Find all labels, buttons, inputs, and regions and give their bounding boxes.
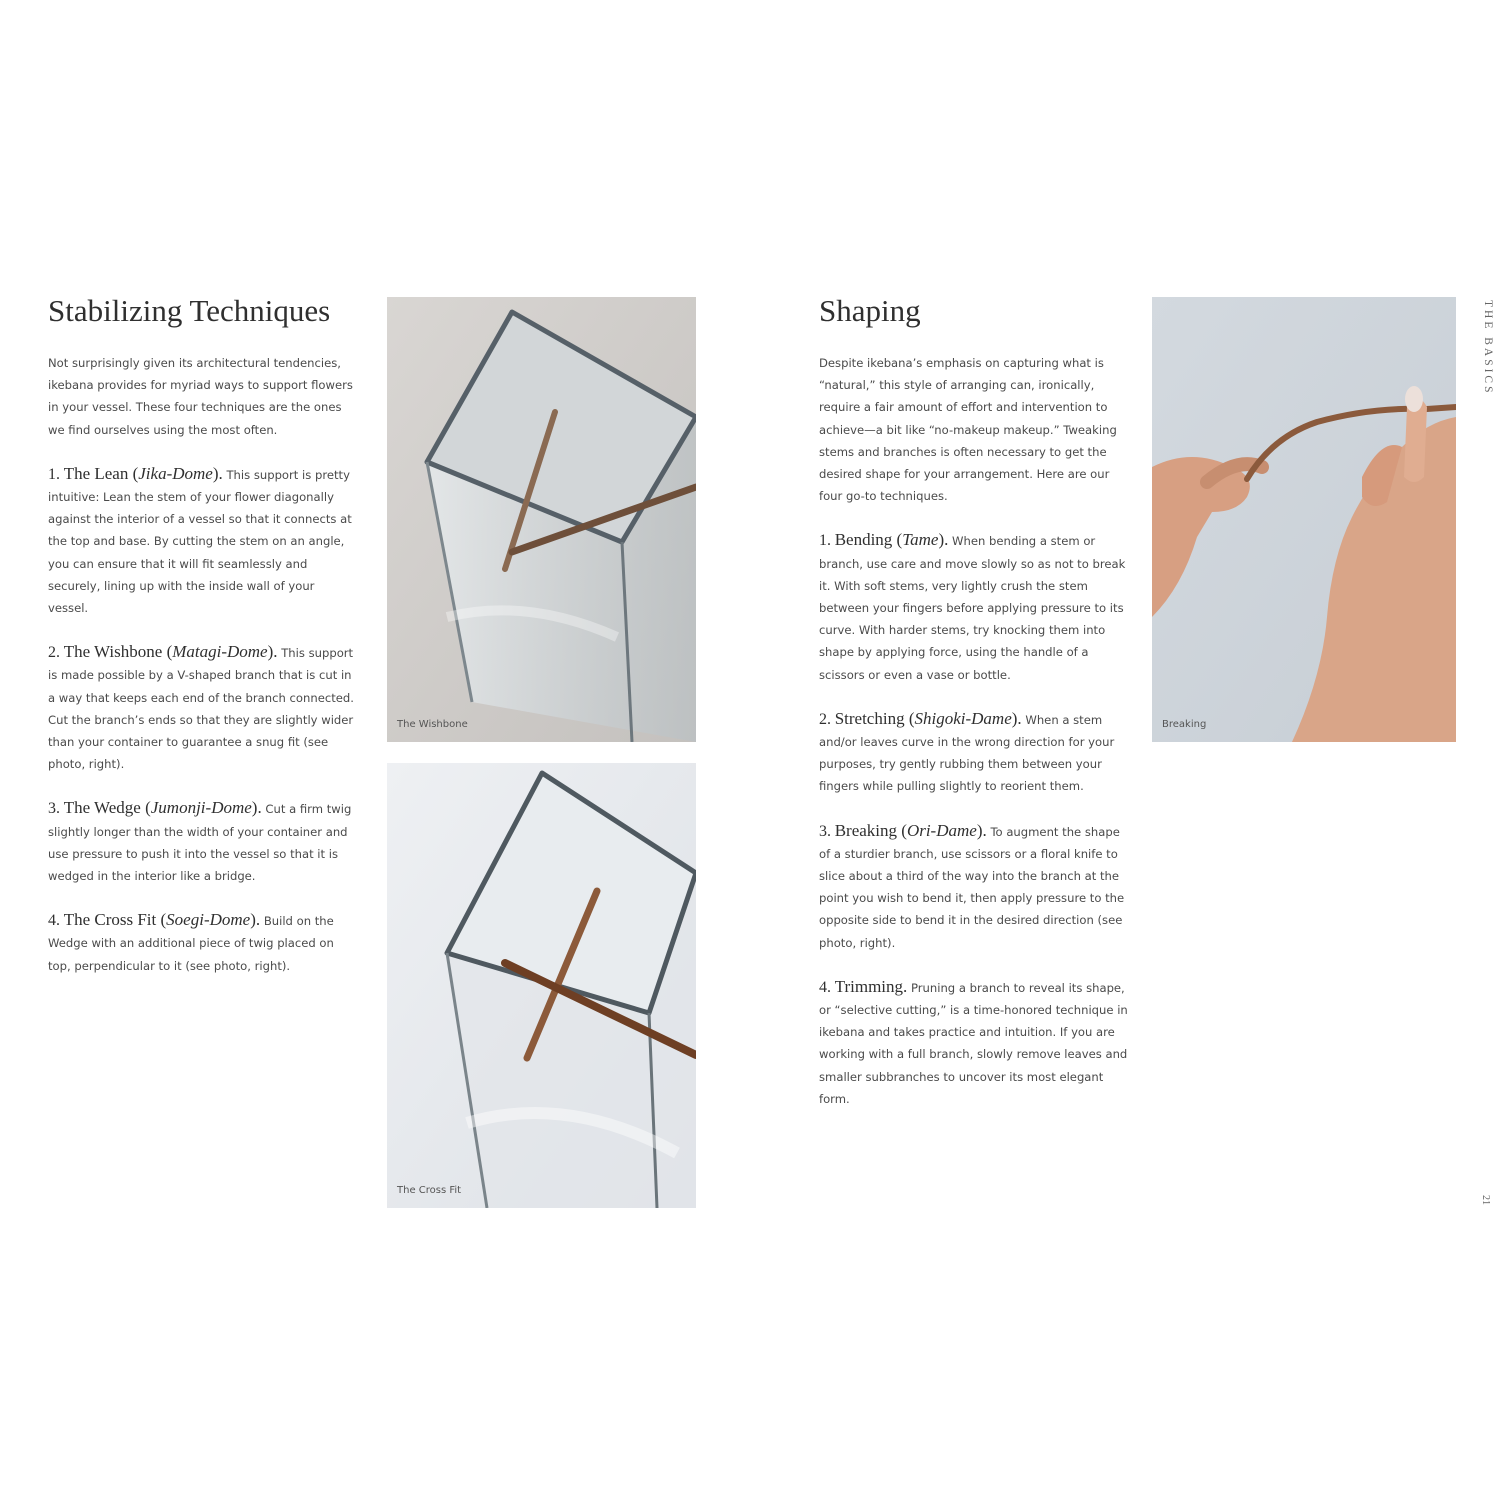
caption-crossfit: The Cross Fit bbox=[397, 1185, 462, 1196]
item-number: 3. bbox=[819, 822, 831, 840]
running-head: THE BASICS bbox=[1482, 300, 1494, 396]
technique-name: The Lean (Jika-Dome). bbox=[63, 463, 223, 483]
technique-name: The Cross Fit (Soegi-Dome). bbox=[63, 910, 261, 930]
technique-item bbox=[48, 463, 358, 619]
technique-text: To augment the shape of a sturdier branch, use scissors or a floral knife to slice about a third of the way into the branch at the point you wish to bend it, then apply pressure to the opposite side to bend it in the desired direction (see photo, right). bbox=[819, 824, 1125, 950]
technique-text: Pruning a branch to reveal its shape, or “selective cutting,” is a time-honored technique in ikebana and takes practice and intuition. If you are working with a full branch, slowly remove leaves and smaller subbranches to uncover its most elegant form. bbox=[819, 980, 1128, 1106]
technique-name: Breaking (Ori-Dame). bbox=[834, 820, 987, 840]
page-number: 21 bbox=[1480, 1195, 1491, 1205]
caption-breaking: Breaking bbox=[1162, 719, 1207, 730]
wishbone-illustration bbox=[387, 297, 696, 742]
technique-name: Bending (Tame). bbox=[834, 530, 949, 550]
technique-item bbox=[819, 820, 1129, 954]
technique-item bbox=[48, 797, 358, 887]
intro-paragraph: Not surprisingly given its architectural tendencies, ikebana provides for myriad ways to support flowers in your vessel. These four techniques are the ones we find ourselves using the most often. bbox=[48, 356, 353, 437]
crossfit-illustration bbox=[387, 763, 696, 1208]
photo-crossfit bbox=[387, 763, 696, 1208]
technique-text: Cut a firm twig slightly longer than the width of your container and use pressure to push it into the vessel so that it is wedged in the interior like a bridge. bbox=[48, 802, 352, 884]
technique-item bbox=[819, 708, 1129, 798]
technique-text: This support is pretty intuitive: Lean the stem of your flower diagonally against the interior of a vessel so that it connects at the top and base. By cutting the stem on an angle, you can ensure that it will fit seamlessly and securely, lining up with the inside wall of your vessel. bbox=[48, 467, 352, 616]
technique-text: When bending a stem or branch, use care and move slowly so as not to break it. With soft stems, very lightly crush the stem between your fingers before applying pressure to its curve. With harder stems, try knocking them into shape by applying force, using the handle of a scissors or even a vase or bottle. bbox=[819, 534, 1126, 682]
photo-wishbone bbox=[387, 297, 696, 742]
left-column bbox=[48, 290, 358, 999]
item-number: 1. bbox=[819, 532, 831, 550]
item-number: 1. bbox=[48, 465, 60, 483]
photo-breaking bbox=[1152, 297, 1456, 742]
technique-item bbox=[48, 641, 358, 775]
technique-item bbox=[819, 529, 1129, 685]
section-title-shaping: Shaping bbox=[819, 293, 921, 328]
caption-wishbone: The Wishbone bbox=[397, 719, 468, 730]
technique-name: The Wedge (Jumonji-Dome). bbox=[63, 798, 262, 818]
item-number: 2. bbox=[819, 710, 831, 728]
technique-name: Trimming. bbox=[834, 976, 908, 996]
technique-item bbox=[819, 976, 1129, 1110]
technique-name: The Wishbone (Matagi-Dome). bbox=[63, 642, 278, 662]
item-number: 4. bbox=[819, 978, 831, 996]
section-title-stabilizing: Stabilizing Techniques bbox=[48, 293, 331, 328]
item-number: 3. bbox=[48, 800, 60, 818]
intro-paragraph: Despite ikebana’s emphasis on capturing what is “natural,” this style of arranging can, ironically, require a fair amount of effort and intervention to achieve—a bit like “no-makeup makeup.” Tweaking stems and branches is often necessary to get the desired shape for your arrangement. Here are our four go-to techniques. bbox=[819, 356, 1117, 504]
item-number: 4. bbox=[48, 912, 60, 930]
technique-text: This support is made possible by a V-shaped branch that is cut in a way that keeps each end of the branch connected. Cut the branch’s ends so that they are slightly wider than your container to guarantee a snug fit (see photo, right). bbox=[48, 646, 354, 772]
technique-item bbox=[48, 909, 358, 977]
technique-text: When a stem and/or leaves curve in the wrong direction for your purposes, try gently rubbing them between your fingers while pulling slightly to reorient them. bbox=[819, 712, 1115, 794]
item-number: 2. bbox=[48, 644, 60, 662]
breaking-illustration bbox=[1152, 297, 1456, 742]
right-column bbox=[819, 290, 1129, 1132]
technique-text: Build on the Wedge with an additional piece of twig placed on top, perpendicular to it (see photo, right). bbox=[48, 914, 334, 973]
technique-name: Stretching (Shigoki-Dame). bbox=[834, 708, 1022, 728]
